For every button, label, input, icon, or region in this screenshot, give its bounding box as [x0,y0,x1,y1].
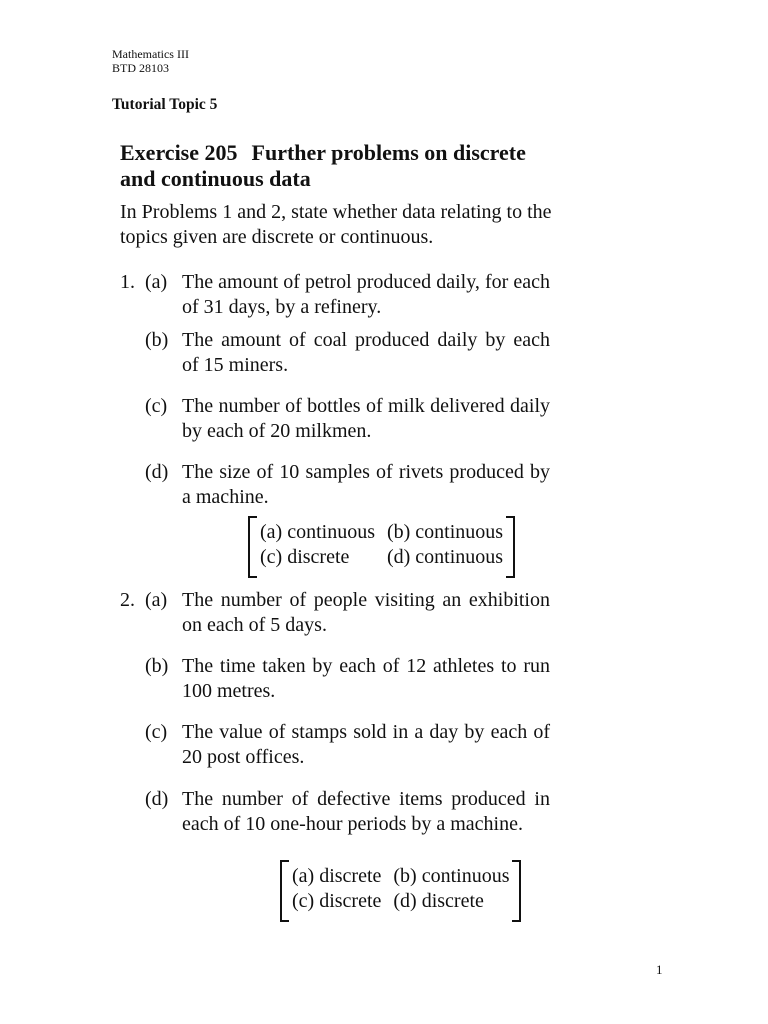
course-title: Mathematics III [112,47,189,61]
left-bracket [248,516,257,578]
problem-number: 2. [120,589,135,611]
part-label: (a) [145,589,168,611]
part-label: (c) [145,395,168,417]
exercise-heading [120,140,560,192]
answer-cell: (c) discrete [260,546,350,568]
part-text: The amount of petrol produced daily, for each of 31 days, by a refinery. [182,271,550,318]
exercise-instructions: In Problems 1 and 2, state whether data relating to the topics given are discrete or continuous. [120,201,552,248]
problem-part [145,787,550,837]
answer-row [260,545,503,570]
answer-row [260,520,503,545]
part-label: (a) [145,271,168,293]
part-text: The number of bottles of milk delivered daily by each of 20 milkmen. [182,395,550,442]
part-label: (c) [145,721,168,743]
left-bracket [280,860,289,922]
exercise-number: Exercise 205 [120,140,238,165]
part-label: (b) [145,655,169,677]
problem-part [145,460,550,510]
answer-cell: (b) continuous [393,865,510,887]
part-text: The size of 10 samples of rivets produced by a machine. [182,461,550,508]
problem-part [145,328,550,378]
answer-cell: (d) discrete [393,890,484,912]
answer-box [248,520,515,570]
part-text: The number of people visiting an exhibition on each of 5 days. [182,589,550,636]
part-text: The number of defective items produced in each of 10 one-hour periods by a machine. [182,788,550,835]
part-label: (d) [145,461,169,483]
course-code: BTD 28103 [112,61,169,75]
tutorial-topic-heading: Tutorial Topic 5 [112,96,218,113]
problem-part [145,720,550,770]
exercise-title: Further problems on discrete and continuous data [120,140,526,191]
part-text: The time taken by each of 12 athletes to run 100 metres. [182,655,550,702]
part-text: The value of stamps sold in a day by each of 20 post offices. [182,721,550,768]
problem-part [145,588,550,638]
answer-row [292,864,509,889]
answer-row [292,889,509,914]
answer-cell: (d) continuous [386,546,504,568]
answer-table [260,520,503,570]
problem-part [145,654,550,704]
problem-part [145,394,550,444]
part-label: (d) [145,788,169,810]
part-label: (b) [145,329,169,351]
answer-cell: (a) discrete [292,865,382,887]
part-text: The amount of coal produced daily by each of 15 miners. [182,329,550,376]
right-bracket [512,860,521,922]
problem-part [145,270,550,320]
answer-table [292,864,509,914]
right-bracket [506,516,515,578]
problem-number: 1. [120,271,135,293]
answer-cell: (c) discrete [292,890,382,912]
answer-box [280,864,521,914]
answer-cell: (a) continuous [260,521,375,543]
answer-cell: (b) continuous [386,521,504,543]
page-number: 1 [656,962,663,977]
